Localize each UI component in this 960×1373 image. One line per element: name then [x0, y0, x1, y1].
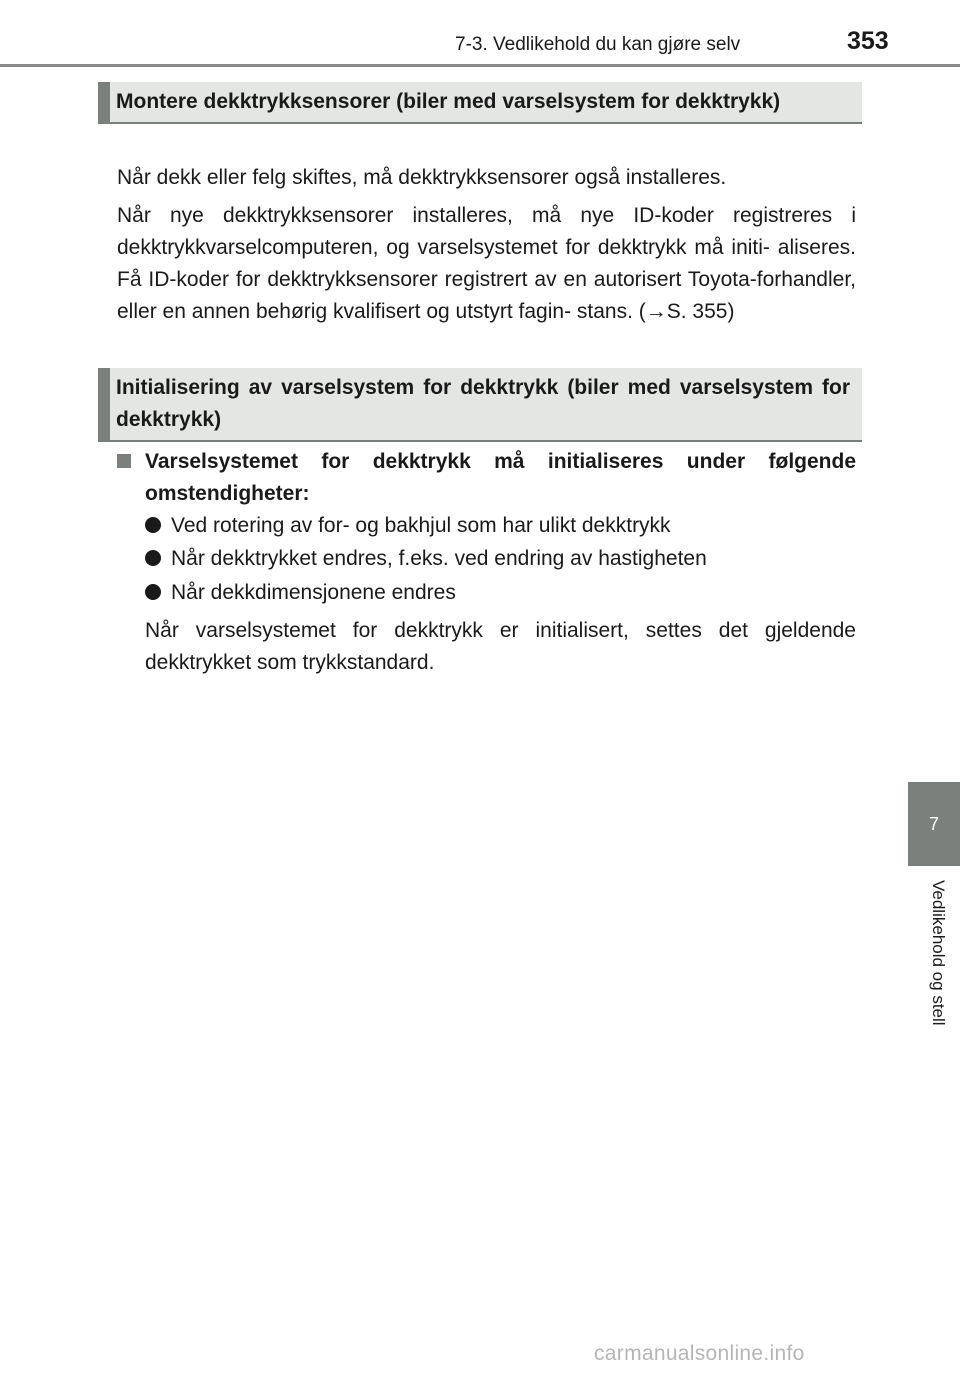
- list-item: [145, 577, 856, 609]
- header-rule: [0, 64, 960, 67]
- paragraph-pressure-standard: Når varselsystemet for dekktrykk er initialisert, settes det gjeldende dekktrykket som trykkstandard.: [145, 619, 856, 674]
- paragraph-change-tires: Når dekk eller felg skiftes, må dekktrykksensorer også installeres.: [117, 166, 727, 189]
- sub-heading-circumstances: [117, 446, 856, 510]
- list-item-text: Ved rotering av for- og bakhjul som har ulikt dekktrykk: [171, 514, 671, 537]
- list-item-text: Når dekktrykket endres, f.eks. ved endring av hastigheten: [171, 547, 707, 570]
- list-item: [145, 543, 856, 575]
- round-bullet-icon: [145, 517, 161, 533]
- header-chapter-title: 7-3. Vedlikehold du kan gjøre selv: [455, 34, 741, 55]
- round-bullet-icon: [145, 550, 161, 566]
- page-number: 353: [847, 27, 889, 55]
- side-tab-chapter-name: Vedlikehold og stell: [929, 880, 948, 1026]
- watermark: carmanualsonline.info: [594, 1342, 805, 1365]
- chapter-number: 7: [928, 813, 939, 834]
- list-item-text: Når dekkdimensjonene endres: [171, 581, 456, 604]
- section-heading-initialization: Initialisering av varselsystem for dekktrykk (biler med varselsystem for dekktrykk): [98, 368, 862, 442]
- side-tab-chapter-number: [908, 782, 960, 866]
- paragraph-id-codes: Når nye dekktrykksensorer installeres, må nye ID-koder registreres i dekktrykkvarselcomputeren, og varselsystemet for dekktrykk må initi- aliseres. Få ID-koder for dekktrykksensorer registrert av en autorisert Toyota-forhandler, eller en annen behørig kvalifisert og utstyrt fagin- stans. (→S. 355): [117, 204, 856, 323]
- round-bullet-icon: [145, 584, 161, 600]
- section-heading-mounting-sensors: Montere dekktrykksensorer (biler med varselsystem for dekktrykk): [98, 82, 862, 124]
- list-item: [145, 510, 856, 542]
- square-bullet-icon: [117, 454, 131, 468]
- sub-heading-text: Varselsystemet for dekktrykk må initialiseres under følgende omstendigheter:: [145, 450, 856, 505]
